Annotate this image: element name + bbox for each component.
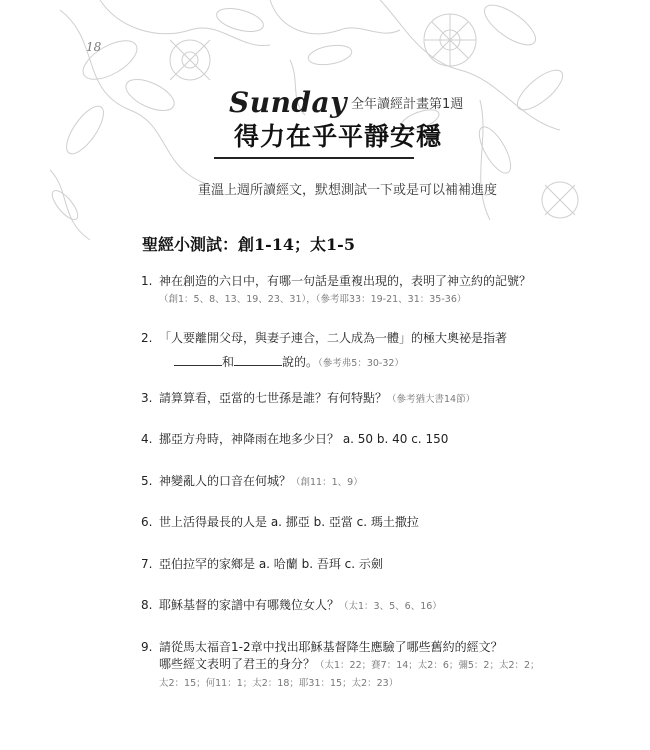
- question-text: 神變亂人的口音在何城？: [159, 474, 292, 488]
- day-label: Sunday: [229, 86, 347, 119]
- question-3: [141, 390, 475, 408]
- question-9: [141, 639, 540, 692]
- question-text: 世上活得最長的人是 a. 挪亞 b. 亞當 c. 瑪土撒拉: [159, 515, 419, 529]
- question-number: 2.: [141, 331, 153, 345]
- question-text: 亞伯拉罕的家鄉是 a. 哈蘭 b. 吾珥 c. 示劍: [159, 557, 383, 571]
- question-number: 4.: [141, 432, 153, 446]
- blank-ending: 說的。: [282, 355, 319, 369]
- question-text: 挪亞方舟時，神降雨在地多少日？ a. 50 b. 40 c. 150: [159, 432, 449, 446]
- scripture-reference: （創11：1、9）: [291, 477, 363, 488]
- question-number: 8.: [141, 598, 153, 612]
- answer-blank-2[interactable]: [234, 354, 282, 366]
- blank-connector: 和: [222, 355, 235, 369]
- question-8: [141, 597, 442, 615]
- answer-blank-1[interactable]: [174, 354, 222, 366]
- scripture-reference: （太1：3、5、6、16）: [339, 601, 442, 612]
- question-text: 「人要離開父母，與妻子連合，二人成為一體」的極大奧祕是指著: [159, 331, 508, 345]
- intro-text: 重溫上週所讀經文，默想測試一下或是可以補補進度: [198, 183, 498, 198]
- page-title: 得力在乎平靜安穩: [234, 122, 443, 151]
- scripture-reference: （參考弗5：30-32）: [318, 358, 404, 369]
- header-line: [229, 86, 463, 119]
- question-text: 請算算看，亞當的七世孫是誰？有何特點？: [159, 391, 388, 405]
- question-6: [141, 514, 419, 531]
- question-1: [141, 273, 531, 308]
- question-number: 7.: [141, 557, 153, 571]
- question-number: 3.: [141, 391, 153, 405]
- question-4: [141, 431, 448, 448]
- question-text-line2: 哪些經文表明了君王的身分？: [159, 657, 316, 671]
- question-7: [141, 556, 383, 573]
- question-number: 9.: [141, 640, 153, 654]
- quiz-heading: 聖經小測試：創1-14；太1-5: [142, 235, 355, 254]
- question-number: 5.: [141, 474, 153, 488]
- question-2: [141, 330, 507, 372]
- scripture-reference-continued: 太2：15；何11：1；太2：18；耶31：15；太2：23）: [159, 678, 399, 689]
- scripture-reference: （太1：22；賽7：14；太2：6；彌5：2；太2：2；: [315, 660, 540, 671]
- question-number: 1.: [141, 274, 153, 288]
- page-number: 18: [86, 40, 102, 54]
- scripture-reference: （創1：5、8、13、19、23、31），（參考耶33：19-21、31：35-36）: [159, 294, 467, 305]
- scripture-reference: （參考猶大書14節）: [387, 394, 476, 405]
- question-5: [141, 473, 363, 491]
- question-text: 神在創造的六日中，有哪一句話是重複出現的，表明了神立約的記號？: [159, 274, 532, 288]
- plan-subtitle: 全年讀經計畫第1週: [350, 97, 464, 112]
- title-underline: [214, 157, 414, 159]
- question-number: 6.: [141, 515, 153, 529]
- question-text: 請從馬太福音1-2章中找出耶穌基督降生應驗了哪些舊約的經文？: [159, 640, 503, 654]
- question-text: 耶穌基督的家譜中有哪幾位女人？: [159, 598, 340, 612]
